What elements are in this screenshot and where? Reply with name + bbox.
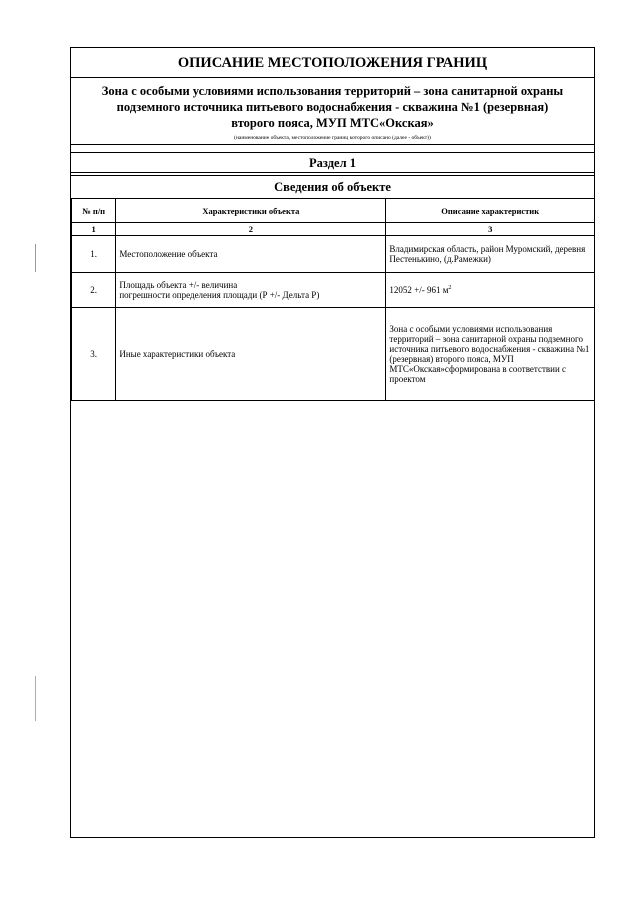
row-characteristic: Местоположение объекта [116,236,386,273]
row-description: Зона с особыми условиями использования территорий – зона санитарной охраны подземного источника питьевого водоснабжения - скважина №1 (резервная) второго пояса, МУП МТС«Окская»сформирована в соответствии с проектом [386,308,595,401]
object-name-line: подземного источника питьевого водоснабжения - скважина №1 (резервная) [116,100,549,114]
document-frame [70,47,595,838]
row-num: 1. [72,236,116,273]
column-number: 1 [72,223,116,236]
area-value: 12052 +/- 961 м [389,285,449,295]
column-number: 2 [116,223,386,236]
column-number-row [72,223,595,236]
column-number: 3 [386,223,595,236]
row-characteristic-line: Площадь объекта +/- величина [119,280,238,290]
object-name-line: Зона с особыми условиями использования территорий – зона санитарной охраны [101,84,564,98]
characteristics-table [71,198,595,401]
scan-mark [35,244,36,272]
table-header-row [72,199,595,223]
document-title: ОПИСАНИЕ МЕСТОПОЛОЖЕНИЯ ГРАНИЦ [71,48,594,78]
scan-mark [35,676,36,721]
row-description [386,273,595,308]
object-name-caption: (наименование объекта, местоположение границ которого описано (далее - объект)) [234,135,431,141]
area-unit-superscript: 2 [448,285,452,291]
row-num: 2. [72,273,116,308]
header-characteristic: Характеристики объекта [116,199,386,223]
header-description: Описание характеристик [386,199,595,223]
object-name-line: второго пояса, МУП МТС«Окская» [231,116,434,130]
table-row [72,308,595,401]
table-row [72,273,595,308]
header-num: № п/п [72,199,116,223]
row-characteristic: Иные характеристики объекта [116,308,386,401]
table-row [72,236,595,273]
row-num: 3. [72,308,116,401]
section-subtitle: Сведения об объекте [71,175,594,198]
caption-divider [71,144,594,145]
section-title: Раздел 1 [71,152,594,173]
row-characteristic-line: погрешности определения площади (Р +/- Дельта Р) [119,290,320,300]
row-characteristic [116,273,386,308]
row-description: Владимирская область, район Муромский, деревня Пестенькино, (д.Рамежки) [386,236,595,273]
